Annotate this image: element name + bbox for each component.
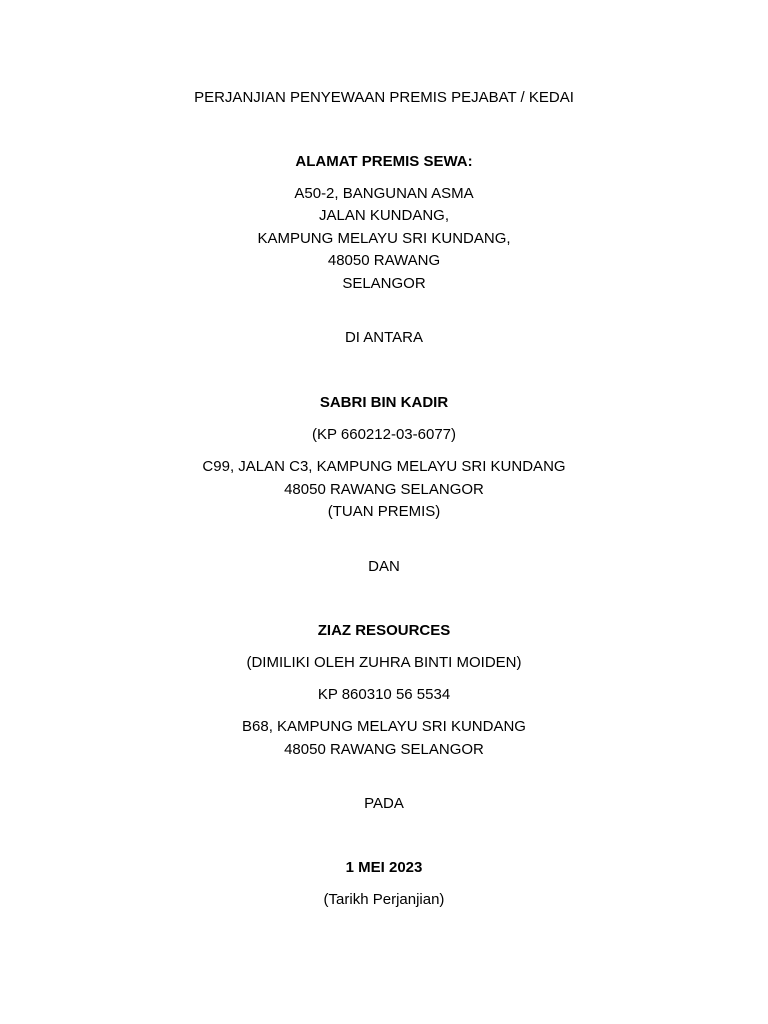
tenant-name: ZIAZ RESOURCES [317,622,451,639]
premises-address-line: JALAN KUNDANG, [318,207,450,224]
on-label: PADA [364,795,404,812]
premises-address-line: SELANGOR [342,275,426,292]
and-label: DAN [368,558,400,575]
agreement-date-label: (Tarikh Perjanjian) [323,891,445,908]
landlord-address-line: 48050 RAWANG SELANGOR [284,481,484,498]
premises-heading: ALAMAT PREMIS SEWA: [295,153,473,170]
premises-address-line: KAMPUNG MELAYU SRI KUNDANG, [257,230,511,247]
premises-address-line: 48050 RAWANG [327,252,441,269]
document-title: PERJANJIAN PENYEWAAN PREMIS PEJABAT / KEDAI [194,89,574,106]
landlord-ic: (KP 660212-03-6077) [312,426,456,443]
between-label: DI ANTARA [344,329,424,346]
premises-address-line: A50-2, BANGUNAN ASMA [294,185,474,202]
tenant-address-line: 48050 RAWANG SELANGOR [284,741,484,758]
agreement-date: 1 MEI 2023 [345,859,423,876]
tenant-ic: KP 860310 56 5534 [317,686,451,703]
landlord-role: (TUAN PREMIS) [327,503,441,520]
landlord-name: SABRI BIN KADIR [319,394,449,411]
landlord-address-line: C99, JALAN C3, KAMPUNG MELAYU SRI KUNDANG [202,458,566,475]
tenant-owner: (DIMILIKI OLEH ZUHRA BINTI MOIDEN) [246,654,522,671]
tenant-address-line: B68, KAMPUNG MELAYU SRI KUNDANG [242,718,526,735]
